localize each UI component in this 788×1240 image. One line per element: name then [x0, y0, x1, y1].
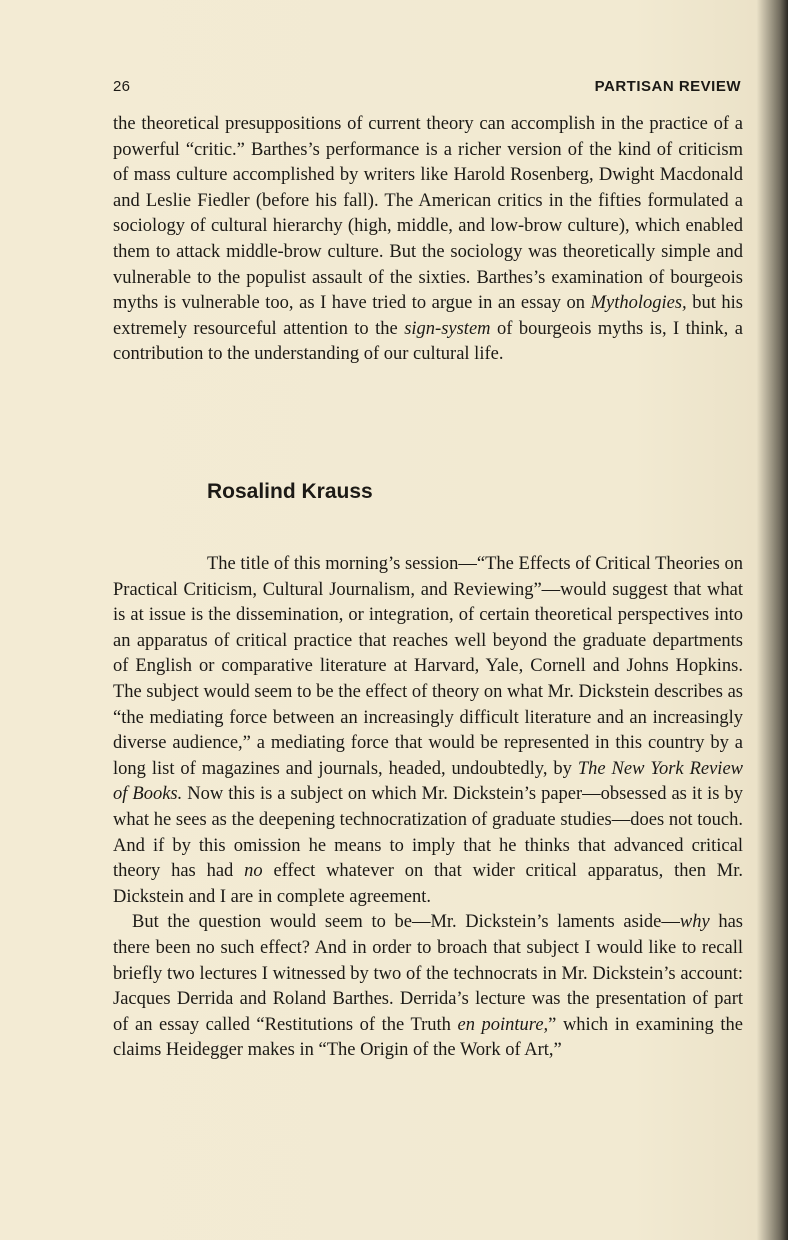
- italic-emphasis-no: no: [244, 861, 263, 882]
- text-run: but his extremely resourceful attention to the: [113, 293, 743, 339]
- text-run: The title of this morning’s session—“The Effects of Critical Theories on Practical Criticism, Cultural Journalism, and Reviewing”—would suggest that what is at issue is the dissemination, or integration, of certain theoretical perspectives into an apparatus of critical practice that reaches well beyond the graduate departments of English or comparative literature at Harvard, Yale, Cornell and Johns Hopkins. The subject would seem to be the effect of theory on what Mr. Dickstein describes as “the mediating force between an increasingly difficult literature and an increasingly diverse audience,” a mediating force that would be represented in this country by a long list of magazines and journals, headed, undoubtedly, by: [113, 554, 743, 779]
- italic-phrase-en-pointure: en pointure,: [457, 1014, 549, 1035]
- text-run: But the question would seem to be—Mr. Dickstein’s laments aside—: [132, 912, 680, 933]
- section-heading: Rosalind Krauss: [207, 480, 373, 503]
- text-run: Now this is a subject on which Mr. Dickstein’s paper—obsessed as it is by what he sees as the deepening technocratization of graduate studies—does not touch. And if by this omission he means to imply that he thinks that advanced critical theory has had: [113, 784, 743, 882]
- italic-emphasis-why: why: [679, 912, 710, 933]
- running-head: PARTISAN REVIEW: [594, 78, 741, 95]
- text-run: has there been no such effect? And in order to broach that subject I would like to recall briefly two lectures I witnessed by two of the technocrats in Mr. Dickstein’s account: Jacques Derrida and Roland Barthes. Derrida’s lecture was the presentation of part of an essay called “Restitutions of the Truth: [113, 912, 743, 1035]
- page-number: 26: [113, 78, 131, 95]
- text-run: effect whatever on that wider critical apparatus, then Mr. Dickstein and I are in complete agreement.: [113, 861, 743, 907]
- italic-title-mythologies: Mythologies,: [590, 293, 687, 314]
- italic-term-sign-system: sign-system: [404, 318, 491, 339]
- text-run: ” which in examining the claims Heidegger makes in “The Origin of the Work of Art,”: [113, 1014, 743, 1061]
- intro-paragraph: [113, 112, 743, 368]
- section-paragraph-2: [113, 910, 743, 1064]
- italic-title-nyrb: The New York Review of Books.: [113, 758, 743, 805]
- text-run: of bourgeois myths is, I think, a contribution to the understanding of our cultural life.: [113, 318, 743, 365]
- section-paragraph-1: [113, 552, 743, 910]
- section-text-block: [113, 552, 743, 1064]
- intro-text-block: [113, 112, 743, 368]
- text-run: the theoretical presuppositions of current theory can accomplish in the practice of a powerful “critic.” Barthes’s performance is a richer version of the kind of criticism of mass culture accomplished by writers like Harold Rosenberg, Dwight Macdonald and Leslie Fiedler (before his fall). The American critics in the fifties formulated a sociology of cultural hierarchy (high, middle, and low-brow culture), which enabled them to attack middle-brow culture. But the sociology was theoretically simple and vulnerable to the populist assault of the sixties. Barthes’s examination of bourgeois myths is vulnerable too, as I have tried to argue in an essay on: [113, 114, 743, 314]
